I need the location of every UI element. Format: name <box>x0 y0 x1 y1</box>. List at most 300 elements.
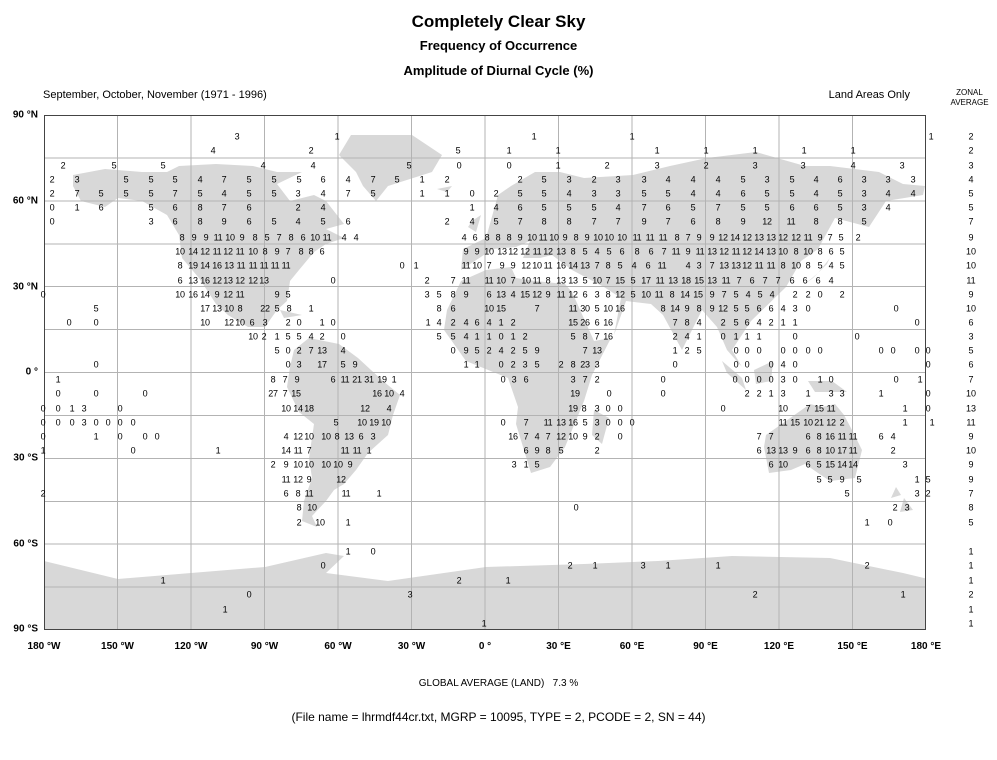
zonal-average-value: 2 <box>968 589 974 600</box>
map-value: 7 <box>775 275 781 286</box>
map-value: 11 <box>352 445 362 456</box>
map-value: 0 <box>469 188 475 199</box>
map-value: 16 <box>603 331 613 342</box>
map-value: 0 <box>285 345 291 356</box>
map-value: 4 <box>828 260 834 271</box>
map-value: 0 <box>40 431 46 442</box>
map-value: 6 <box>283 488 289 499</box>
map-value: 6 <box>837 174 843 185</box>
map-value: 0 <box>498 331 504 342</box>
map-value: 11 <box>837 431 847 442</box>
map-value: 8 <box>270 374 276 385</box>
map-value: 4 <box>353 232 359 243</box>
map-value: 0 <box>69 417 75 428</box>
map-value: 1 <box>391 374 397 385</box>
map-value: 11 <box>340 445 350 456</box>
map-value: 4 <box>386 403 392 414</box>
map-value: 5 <box>665 188 671 199</box>
map-value: 9 <box>584 232 590 243</box>
map-value: 6 <box>789 275 795 286</box>
longitude-tick-label: 90 °E <box>693 641 718 652</box>
map-value: 11 <box>543 417 553 428</box>
map-value: 4 <box>684 331 690 342</box>
map-value: 16 <box>568 417 578 428</box>
map-value: 5 <box>296 331 302 342</box>
map-value: 13 <box>317 345 327 356</box>
map-value: 6 <box>319 246 325 257</box>
map-value: 11 <box>826 403 836 414</box>
map-value: 2 <box>319 331 325 342</box>
zonal-average-value: 13 <box>965 403 977 414</box>
map-value: 6 <box>517 202 523 213</box>
longitude-tick-label: 30 °E <box>546 641 571 652</box>
map-value: 16 <box>825 431 835 442</box>
map-value: 4 <box>463 331 469 342</box>
map-value: 11 <box>655 275 665 286</box>
map-value: 10 <box>641 289 651 300</box>
map-value: 13 <box>259 275 269 286</box>
map-value: 0 <box>792 374 798 385</box>
map-value: 0 <box>617 431 623 442</box>
map-value: 0 <box>93 359 99 370</box>
map-value: 1 <box>929 417 935 428</box>
map-value: 11 <box>786 216 796 227</box>
map-value: 0 <box>629 417 635 428</box>
map-value: 0 <box>606 388 612 399</box>
map-value: 11 <box>543 260 553 271</box>
map-value: 0 <box>890 345 896 356</box>
map-value: 7 <box>545 431 551 442</box>
map-value: 10 <box>521 275 531 286</box>
map-value: 2 <box>295 202 301 213</box>
map-value: 4 <box>685 260 691 271</box>
map-value: 7 <box>523 417 529 428</box>
map-value: 1 <box>780 317 786 328</box>
map-value: 10 <box>248 331 258 342</box>
map-value: 0 <box>893 374 899 385</box>
map-value: 5 <box>98 188 104 199</box>
map-value: 0 <box>733 345 739 356</box>
map-value: 9 <box>474 246 480 257</box>
map-value: 4 <box>534 431 540 442</box>
zonal-average-value: 9 <box>968 289 974 300</box>
map-value: 0 <box>154 431 160 442</box>
zonal-average-value: 7 <box>968 374 974 385</box>
map-value: 9 <box>463 289 469 300</box>
map-value: 8 <box>817 246 823 257</box>
map-value: 0 <box>914 345 920 356</box>
map-value: 11 <box>645 232 655 243</box>
map-value: 7 <box>756 431 762 442</box>
map-value: 7 <box>282 374 288 385</box>
map-value: 12 <box>200 246 210 257</box>
map-value: 14 <box>680 289 690 300</box>
map-value: 3 <box>594 403 600 414</box>
map-value: 17 <box>641 275 651 286</box>
map-value: 1 <box>805 388 811 399</box>
map-value: 6 <box>330 374 336 385</box>
map-value: 7 <box>594 331 600 342</box>
map-value: 3 <box>764 174 770 185</box>
map-value: 6 <box>619 246 625 257</box>
map-value: 12 <box>521 260 531 271</box>
map-value: 10 <box>357 417 367 428</box>
map-value: 8 <box>805 260 811 271</box>
map-value: 11 <box>270 260 280 271</box>
map-value: 1 <box>801 145 807 156</box>
map-value: 1 <box>366 445 372 456</box>
map-value: 8 <box>813 216 819 227</box>
map-value: 6 <box>98 202 104 213</box>
map-value: 10 <box>248 246 258 257</box>
map-value: 11 <box>461 260 471 271</box>
map-value: 6 <box>768 459 774 470</box>
map-value: 6 <box>805 431 811 442</box>
map-value: 6 <box>740 188 746 199</box>
map-value: 12 <box>556 431 566 442</box>
map-value: 0 <box>93 417 99 428</box>
map-value: 5 <box>271 174 277 185</box>
map-value: 0 <box>40 289 46 300</box>
map-value: 13 <box>592 345 602 356</box>
zonal-average-value: 1 <box>968 618 974 629</box>
map-value: 4 <box>885 188 891 199</box>
map-value: 5 <box>617 260 623 271</box>
map-value: 1 <box>817 374 823 385</box>
map-value: 13 <box>344 431 354 442</box>
map-value: 4 <box>566 188 572 199</box>
map-value: 4 <box>399 388 405 399</box>
map-value: 15 <box>825 459 835 470</box>
map-value: 0 <box>130 417 136 428</box>
global-average-label: GLOBAL AVERAGE (LAND) 7.3 % <box>418 678 579 689</box>
map-value: 3 <box>511 374 517 385</box>
map-value: 0 <box>805 303 811 314</box>
map-value: 5 <box>764 202 770 213</box>
map-value: 2 <box>756 388 762 399</box>
map-value: 6 <box>320 174 326 185</box>
map-value: 10 <box>310 232 320 243</box>
map-value: 0 <box>732 374 738 385</box>
map-value: 1 <box>55 374 61 385</box>
map-value: 7 <box>517 216 523 227</box>
map-value: 8 <box>252 232 258 243</box>
zonal-average-value: 2 <box>968 145 974 156</box>
map-value: 0 <box>49 202 55 213</box>
map-value: 5 <box>789 188 795 199</box>
map-value: 8 <box>837 216 843 227</box>
longitude-tick-label: 120 °E <box>763 641 795 652</box>
map-value: 4 <box>631 260 637 271</box>
map-value: 6 <box>805 459 811 470</box>
map-value: 11 <box>213 232 223 243</box>
map-value: 11 <box>632 232 642 243</box>
map-value: 10 <box>384 388 394 399</box>
map-value: 2 <box>296 517 302 528</box>
map-value: 4 <box>665 174 671 185</box>
map-value: 7 <box>641 202 647 213</box>
map-value: 0 <box>370 546 376 557</box>
map-value: 0 <box>925 388 931 399</box>
map-value: 6 <box>345 216 351 227</box>
map-value: 5 <box>534 359 540 370</box>
map-value: 9 <box>839 474 845 485</box>
map-value: 5 <box>696 345 702 356</box>
longitude-tick-label: 150 °E <box>837 641 868 652</box>
map-value: 5 <box>827 474 833 485</box>
map-value: 0 <box>792 359 798 370</box>
map-value: 10 <box>603 303 613 314</box>
map-value: 1 <box>531 131 537 142</box>
map-value: 12 <box>508 246 518 257</box>
map-value: 7 <box>805 403 811 414</box>
map-value: 11 <box>235 289 245 300</box>
map-value: 11 <box>657 260 667 271</box>
map-value: 13 <box>568 275 578 286</box>
map-value: 11 <box>532 246 542 257</box>
map-value: 6 <box>828 246 834 257</box>
map-value: 0 <box>720 331 726 342</box>
map-value: 1 <box>900 589 906 600</box>
map-value: 10 <box>472 260 482 271</box>
map-value: 6 <box>358 431 364 442</box>
map-value: 13 <box>766 246 776 257</box>
map-value: 4 <box>308 331 314 342</box>
map-value: 9 <box>740 216 746 227</box>
map-value: 1 <box>878 388 884 399</box>
map-value: 12 <box>223 289 233 300</box>
map-value: 8 <box>660 303 666 314</box>
map-value: 5 <box>333 417 339 428</box>
zonal-average-value: 9 <box>968 431 974 442</box>
map-value: 0 <box>817 289 823 300</box>
map-value: 7 <box>736 275 742 286</box>
map-value: 9 <box>294 374 300 385</box>
map-value: 5 <box>582 417 588 428</box>
map-value: 2 <box>594 445 600 456</box>
map-value: 1 <box>510 331 516 342</box>
map-value: 5 <box>541 174 547 185</box>
map-value: 11 <box>293 445 303 456</box>
map-value: 2 <box>510 317 516 328</box>
map-value: 8 <box>436 303 442 314</box>
map-value: 5 <box>246 188 252 199</box>
map-value: 5 <box>690 202 696 213</box>
map-value: 13 <box>719 260 729 271</box>
latitude-tick-label: 90 °N <box>12 109 38 121</box>
map-value: 14 <box>730 232 740 243</box>
map-value: 11 <box>259 260 269 271</box>
map-value: 3 <box>570 374 576 385</box>
map-value: 4 <box>696 317 702 328</box>
map-value: 7 <box>594 260 600 271</box>
zonal-average-value: 9 <box>968 232 974 243</box>
map-value: 9 <box>696 232 702 243</box>
map-value: 12 <box>293 474 303 485</box>
map-value: 1 <box>629 131 635 142</box>
map-value: 6 <box>246 216 252 227</box>
map-value: 13 <box>556 275 566 286</box>
map-value: 9 <box>274 289 280 300</box>
map-value: 8 <box>262 246 268 257</box>
map-value: 11 <box>341 488 351 499</box>
map-value: 5 <box>436 289 442 300</box>
map-value: 4 <box>493 202 499 213</box>
map-value: 0 <box>756 374 762 385</box>
map-value: 6 <box>805 445 811 456</box>
longitude-tick-label: 120 °W <box>174 641 208 652</box>
map-value: 7 <box>221 202 227 213</box>
map-value: 14 <box>848 459 858 470</box>
map-value: 2 <box>510 359 516 370</box>
map-value: 5 <box>838 232 844 243</box>
map-value: 0 <box>672 359 678 370</box>
map-value: 1 <box>864 517 870 528</box>
map-value: 10 <box>304 459 314 470</box>
map-value: 22 <box>260 303 270 314</box>
zonal-average-value: 11 <box>966 275 976 286</box>
map-value: 16 <box>508 431 518 442</box>
map-value: 11 <box>654 289 664 300</box>
map-value: 3 <box>861 202 867 213</box>
map-value: 2 <box>49 188 55 199</box>
map-value: 5 <box>733 317 739 328</box>
map-value: 6 <box>645 260 651 271</box>
map-value: 12 <box>235 275 245 286</box>
zonal-average-value: 5 <box>968 202 974 213</box>
map-value: 12 <box>719 246 729 257</box>
map-value: 7 <box>615 216 621 227</box>
map-value: 5 <box>558 445 564 456</box>
map-value: 1 <box>768 388 774 399</box>
map-value: 0 <box>93 388 99 399</box>
map-value: 1 <box>474 331 480 342</box>
map-value: 18 <box>304 403 314 414</box>
zonal-average-value: 5 <box>968 188 974 199</box>
map-value: 10 <box>778 459 788 470</box>
map-value: 16 <box>188 289 198 300</box>
map-value: 3 <box>641 174 647 185</box>
map-value: 0 <box>40 403 46 414</box>
map-value: 5 <box>111 160 117 171</box>
map-value: 4 <box>745 289 751 300</box>
map-value: 17 <box>317 359 327 370</box>
map-value: 6 <box>582 289 588 300</box>
zonal-average-value: 4 <box>968 174 974 185</box>
map-value: 5 <box>744 303 750 314</box>
latitude-tick-label: 30 °S <box>13 452 38 464</box>
map-value: 2 <box>672 331 678 342</box>
map-value: 2 <box>456 575 462 586</box>
map-value: 2 <box>40 488 46 499</box>
map-value: 8 <box>570 246 576 257</box>
map-value: 5 <box>594 303 600 314</box>
map-value: 0 <box>117 431 123 442</box>
map-value: 14 <box>754 246 764 257</box>
map-value: 7 <box>345 188 351 199</box>
map-value: 7 <box>768 431 774 442</box>
zonal-average-value: 7 <box>968 216 974 227</box>
map-value: 3 <box>81 417 87 428</box>
map-value: 5 <box>394 174 400 185</box>
zonal-average-value: 9 <box>968 474 974 485</box>
map-value: 11 <box>658 232 668 243</box>
map-value: 0 <box>893 303 899 314</box>
map-value: 9 <box>239 232 245 243</box>
zonal-header-line1: ZONAL <box>956 88 983 97</box>
map-value: 4 <box>320 202 326 213</box>
map-value: 1 <box>160 575 166 586</box>
map-value: 10 <box>175 289 185 300</box>
map-value: 0 <box>792 345 798 356</box>
map-value: 4 <box>690 188 696 199</box>
map-value: 6 <box>172 216 178 227</box>
map-value: 0 <box>55 417 61 428</box>
map-value: 11 <box>695 246 705 257</box>
latitude-tick-label: 60 °N <box>12 195 38 207</box>
map-value: 0 <box>399 260 405 271</box>
map-value: 2 <box>522 331 528 342</box>
map-value: 14 <box>568 260 578 271</box>
map-value: 15 <box>790 417 800 428</box>
map-value: 8 <box>605 260 611 271</box>
map-value: 26 <box>580 317 590 328</box>
map-value: 0 <box>878 345 884 356</box>
map-value: 2 <box>720 317 726 328</box>
map-value: 8 <box>237 303 243 314</box>
map-value: 5 <box>630 289 636 300</box>
map-value: 14 <box>281 445 291 456</box>
map-value: 6 <box>594 317 600 328</box>
map-value: 8 <box>296 502 302 513</box>
map-value: 6 <box>450 303 456 314</box>
map-value: 18 <box>681 275 691 286</box>
map-value: 3 <box>904 502 910 513</box>
map-value: 7 <box>672 317 678 328</box>
map-value: 0 <box>914 317 920 328</box>
map-value: 3 <box>861 174 867 185</box>
map-value: 11 <box>235 246 245 257</box>
map-value: 5 <box>817 260 823 271</box>
map-value: 4 <box>461 232 467 243</box>
map-value: 5 <box>370 188 376 199</box>
longitude-tick-label: 0 ° <box>478 641 492 652</box>
map-value: 5 <box>837 202 843 213</box>
map-value: 12 <box>223 246 233 257</box>
zonal-average-header <box>942 88 997 108</box>
zonal-average-value: 1 <box>968 546 974 557</box>
map-value: 13 <box>766 445 776 456</box>
map-value: 16 <box>200 275 210 286</box>
map-value: 1 <box>928 131 934 142</box>
map-value: 7 <box>827 232 833 243</box>
map-value: 9 <box>463 246 469 257</box>
map-value: 5 <box>148 188 154 199</box>
map-value: 0 <box>744 359 750 370</box>
map-value: 0 <box>456 160 462 171</box>
map-value: 10 <box>527 232 537 243</box>
map-value: 12 <box>742 260 752 271</box>
zonal-average-value: 1 <box>968 575 974 586</box>
map-value: 10 <box>200 317 210 328</box>
map-value: 9 <box>685 246 691 257</box>
map-value: 8 <box>545 275 551 286</box>
map-value: 10 <box>532 260 542 271</box>
map-value: 0 <box>330 275 336 286</box>
map-value: 1 <box>469 202 475 213</box>
map-value: 10 <box>778 246 788 257</box>
map-value: 4 <box>813 188 819 199</box>
